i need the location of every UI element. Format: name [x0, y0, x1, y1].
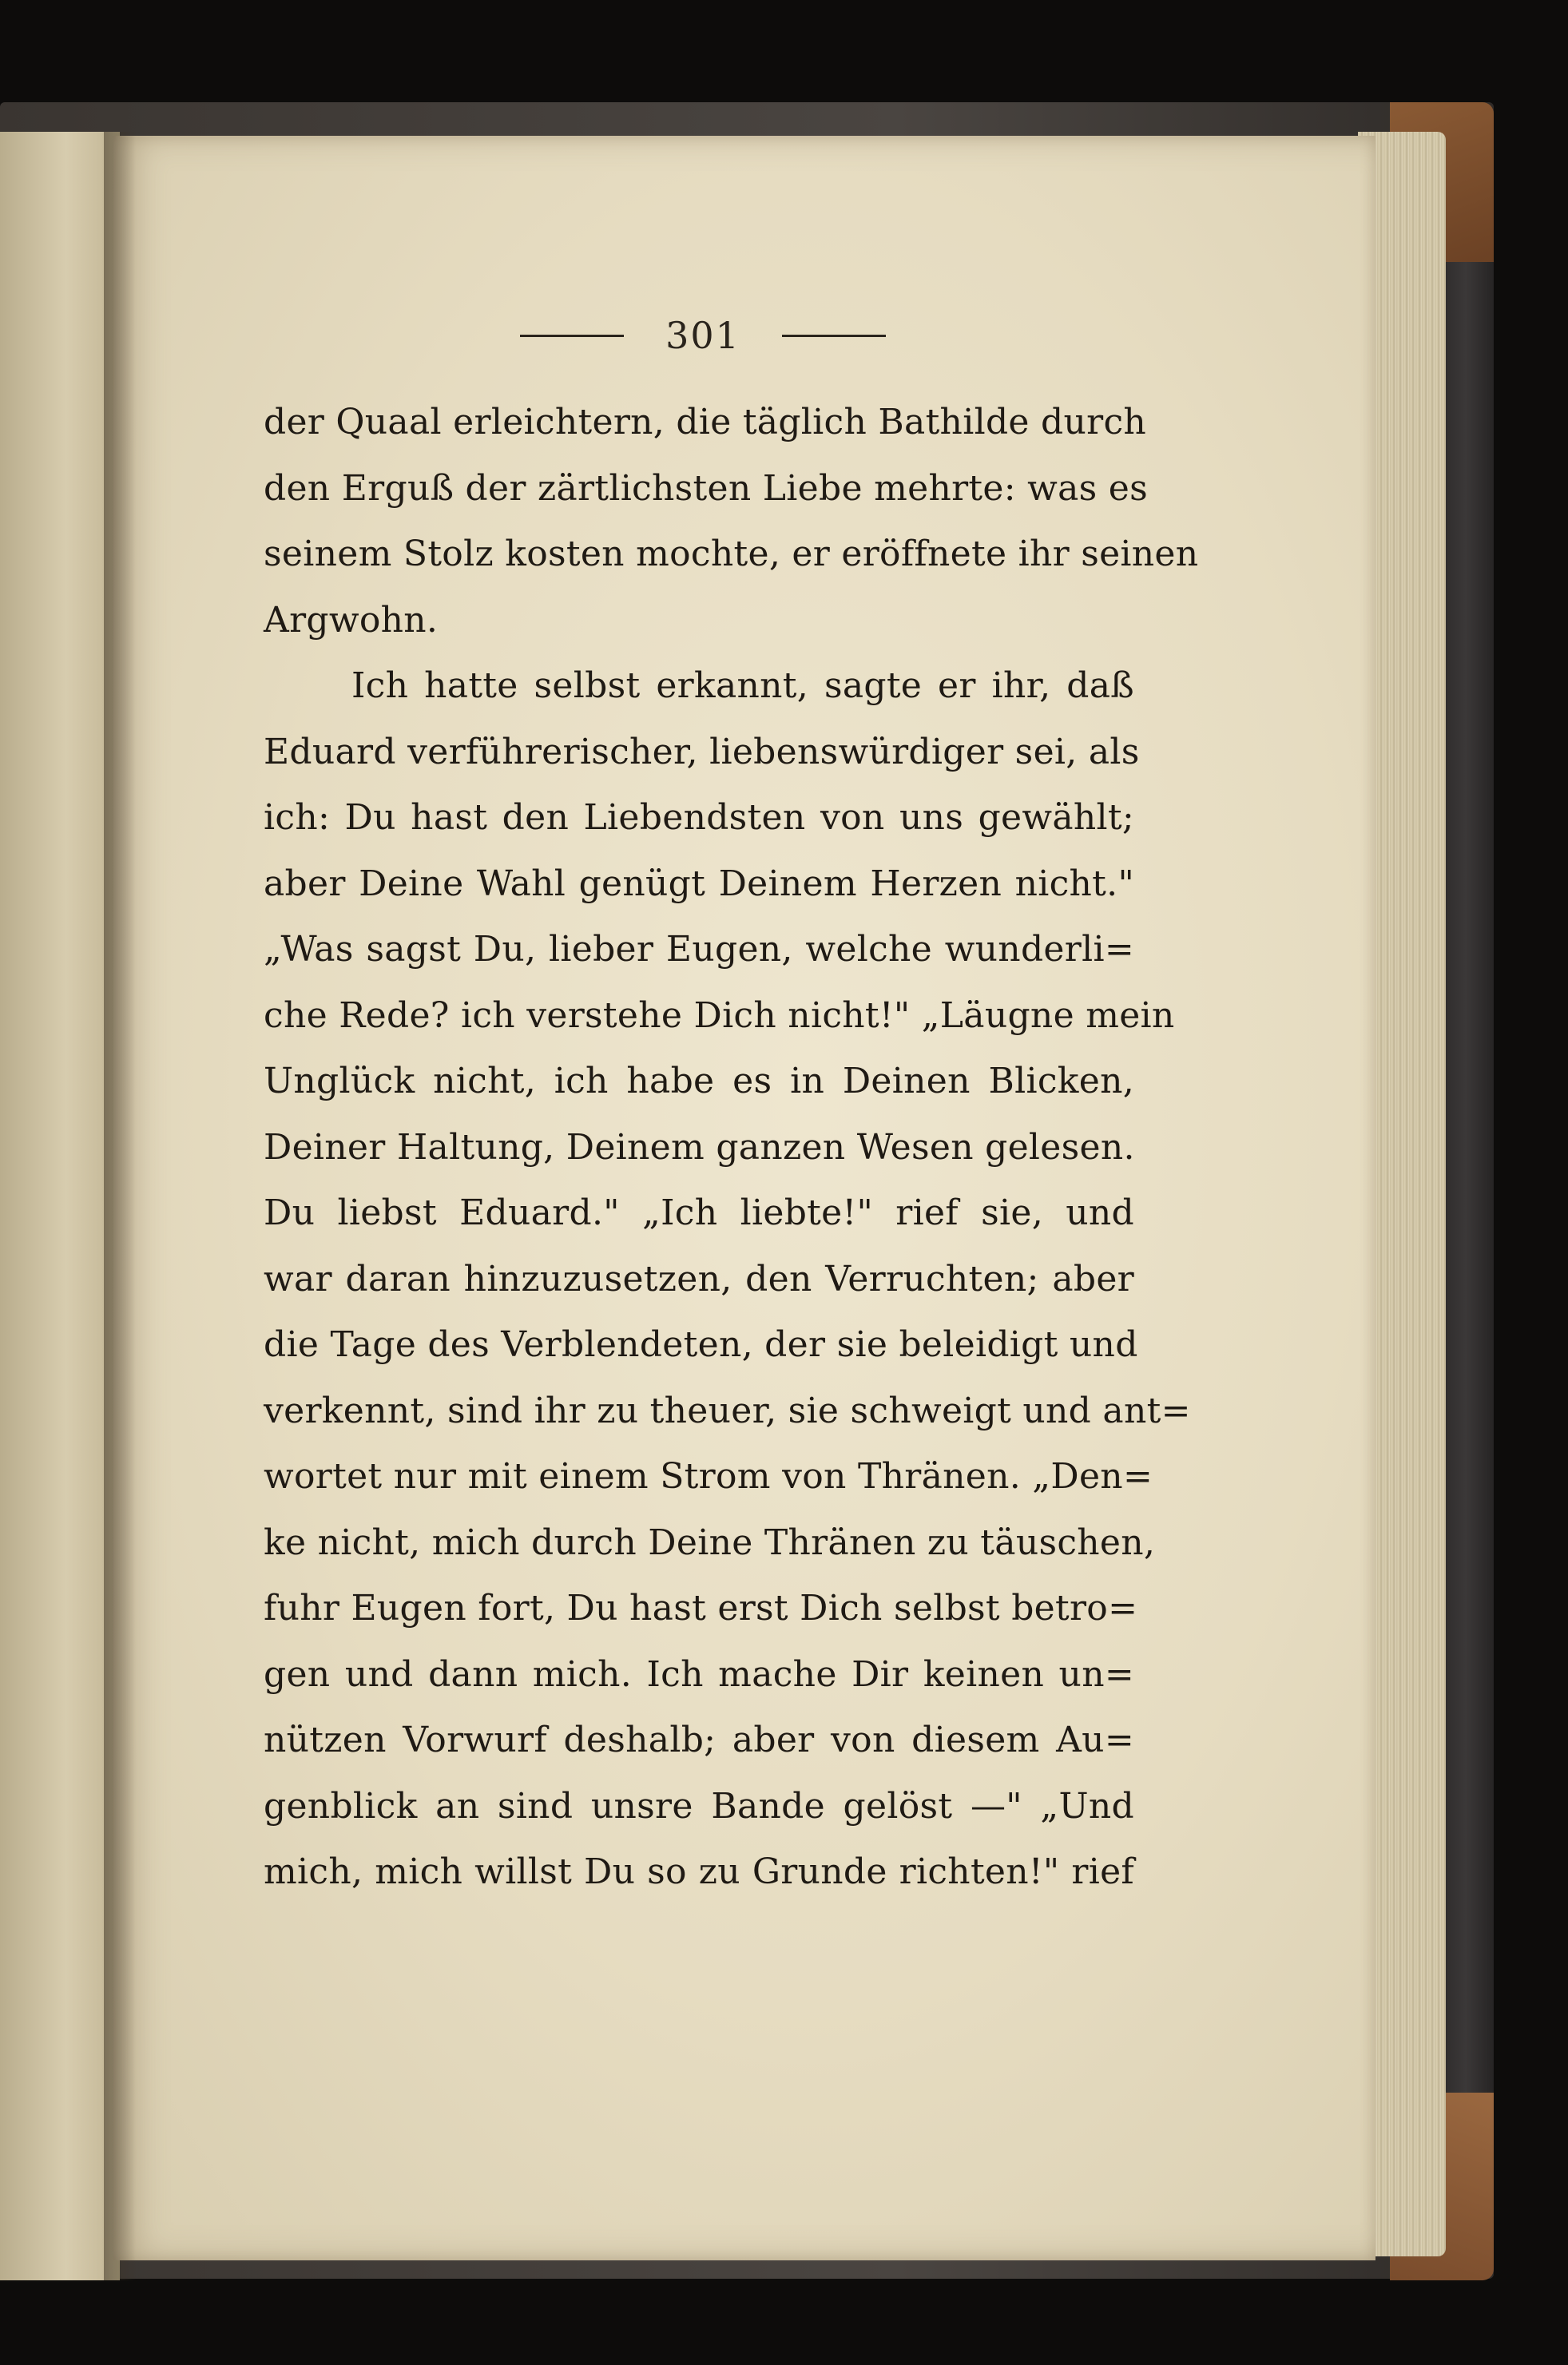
gutter-shadow [104, 132, 136, 2280]
text-line: wortet nur mit einem Strom von Thränen. „Den= [264, 1456, 1153, 1497]
body-text [264, 390, 1199, 1906]
text-line: ke nicht, mich durch Deine Thränen zu täuschen, [264, 1522, 1156, 1563]
text-line: Ich hatte selbst erkannt, sagte er ihr, daß [351, 665, 1134, 706]
cover-spine-strip [1438, 232, 1494, 2117]
text-line: fuhr Eugen fort, Du hast erst Dich selbst betro= [264, 1588, 1138, 1629]
text-line: mich, mich willst Du so zu Grunde richten!" rief [264, 1851, 1134, 1892]
text-line: Unglück nicht, ich habe es in Deinen Blicken, [264, 1061, 1134, 1101]
text-line: der Quaal erleichtern, die täglich Bathilde durch [264, 402, 1147, 442]
text-line: ich: Du hast den Liebendsten von uns gewählt; [264, 797, 1134, 838]
text-line: Eduard verführerischer, liebenswürdiger sei, als [264, 731, 1140, 772]
left-facing-page [0, 132, 120, 2280]
text-line: Deiner Haltung, Deinem ganzen Wesen gelesen. [264, 1126, 1135, 1168]
text-line: gen und dann mich. Ich mache Dir keinen un= [264, 1653, 1134, 1695]
text-line: Argwohn. [264, 599, 439, 641]
page-number: 301 [665, 314, 740, 357]
text-line: seinem Stolz kosten mochte, er eröffnete ihr seinen [264, 534, 1199, 574]
text-line: den Erguß der zärtlichsten Liebe mehrte: was es [264, 467, 1149, 509]
text-line: die Tage des Verblendeten, der sie beleidigt und [264, 1324, 1138, 1365]
header-rule-right [782, 335, 886, 337]
text-line: genblick an sind unsre Bande gelöst —" „Und [264, 1785, 1134, 1827]
text-line: war daran hinzuzusetzen, den Verruchten; aber [264, 1258, 1134, 1300]
text-line: „Was sagst Du, lieber Eugen, welche wunderli= [264, 929, 1134, 970]
text-line: che Rede? ich verstehe Dich nicht!" „Läugne mein [264, 994, 1175, 1036]
text-line: Du liebst Eduard." „Ich liebte!" rief sie, und [264, 1192, 1134, 1233]
header-rule-left [520, 335, 624, 337]
text-line: verkennt, sind ihr zu theuer, sie schweigt und ant= [264, 1390, 1191, 1431]
text-line: nützen Vorwurf deshalb; aber von diesem Au= [264, 1720, 1134, 1760]
text-line: aber Deine Wahl genügt Deinem Herzen nicht." [264, 863, 1134, 904]
page-header [272, 304, 1134, 367]
